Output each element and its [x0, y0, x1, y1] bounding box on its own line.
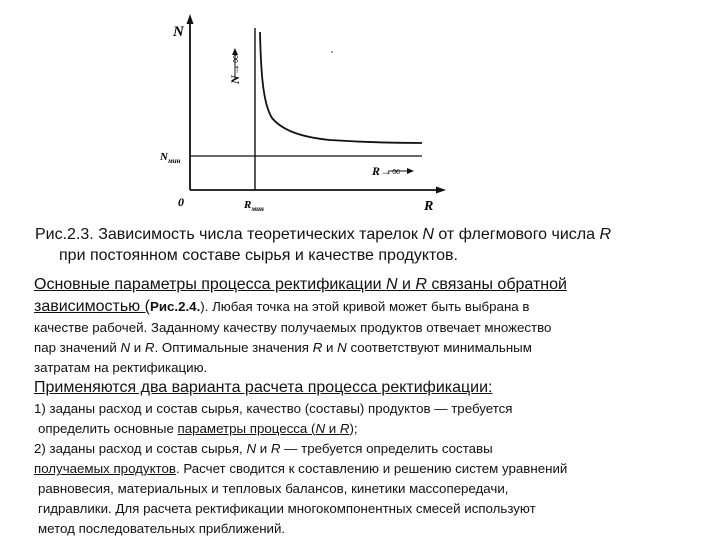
para1-line2: зависимостью (Рис.2.4.). Любая точка на этой кривой может быть выбрана в [34, 298, 530, 315]
x-axis-arrow [436, 187, 446, 194]
y-min-label: $N_{мин}$ [160, 151, 181, 165]
caption-text: Рис.2.3. Зависимость числа теоретических тарелок [35, 226, 423, 243]
y-axis-arrow [187, 14, 194, 24]
para1-line4: пар значений N и R. Оптимальные значения R и N соответствуют минимальным [34, 340, 532, 355]
para1-line5: затратам на ректификацию. [34, 360, 208, 375]
para2-line2: определить основные параметры процесса (N и R); [38, 421, 358, 436]
r-infinity-arrowhead [407, 168, 414, 174]
para1-line1: Основные параметры процесса ректификации N и R связаны обратной [34, 276, 567, 293]
para2-line1: 1) заданы расход и состав сырья, качество (составы) продуктов — требуется [34, 401, 513, 416]
n-vs-r-curve [260, 32, 422, 143]
para2-line4: получаемых продуктов. Расчет сводится к составлению и решению систем уравнений [34, 461, 568, 476]
n-infinity-arrowhead [232, 48, 238, 55]
rectification-figure [160, 10, 460, 215]
r-infinity-label: R→∞ [372, 164, 401, 178]
n-infinity-label: N→∞ [228, 54, 242, 84]
section-heading: Применяются два варианта расчета процесса ректификации: [34, 379, 493, 396]
caption-text-2: от флегмового числа [433, 226, 600, 243]
para2-line7: метод последовательных приближений. [38, 521, 286, 536]
para2-line6: гидравлики. Для расчета ректификации многокомпонентных смесей используют [38, 501, 536, 516]
caption-r: R [599, 226, 612, 243]
caption-n: N [422, 226, 434, 243]
y-axis-label: N [173, 24, 184, 40]
caption-line2: при постоянном составе сырья и качестве продуктов. [59, 247, 458, 264]
x-min-label: $R_{мин}$ [244, 199, 264, 213]
figure-caption [35, 224, 695, 266]
para2-line5: равновесия, материальных и тепловых балансов, кинетики массопередачи, [38, 481, 509, 496]
para1-line3: качестве рабочей. Заданному качеству получаемых продуктов отвечает множество [34, 320, 552, 335]
para2-line3: 2) заданы расход и состав сырья, N и R — требуется определить составы [34, 441, 493, 456]
stray-dot [331, 51, 333, 53]
origin-label: 0 [178, 195, 184, 209]
x-axis-label: R [424, 199, 434, 214]
